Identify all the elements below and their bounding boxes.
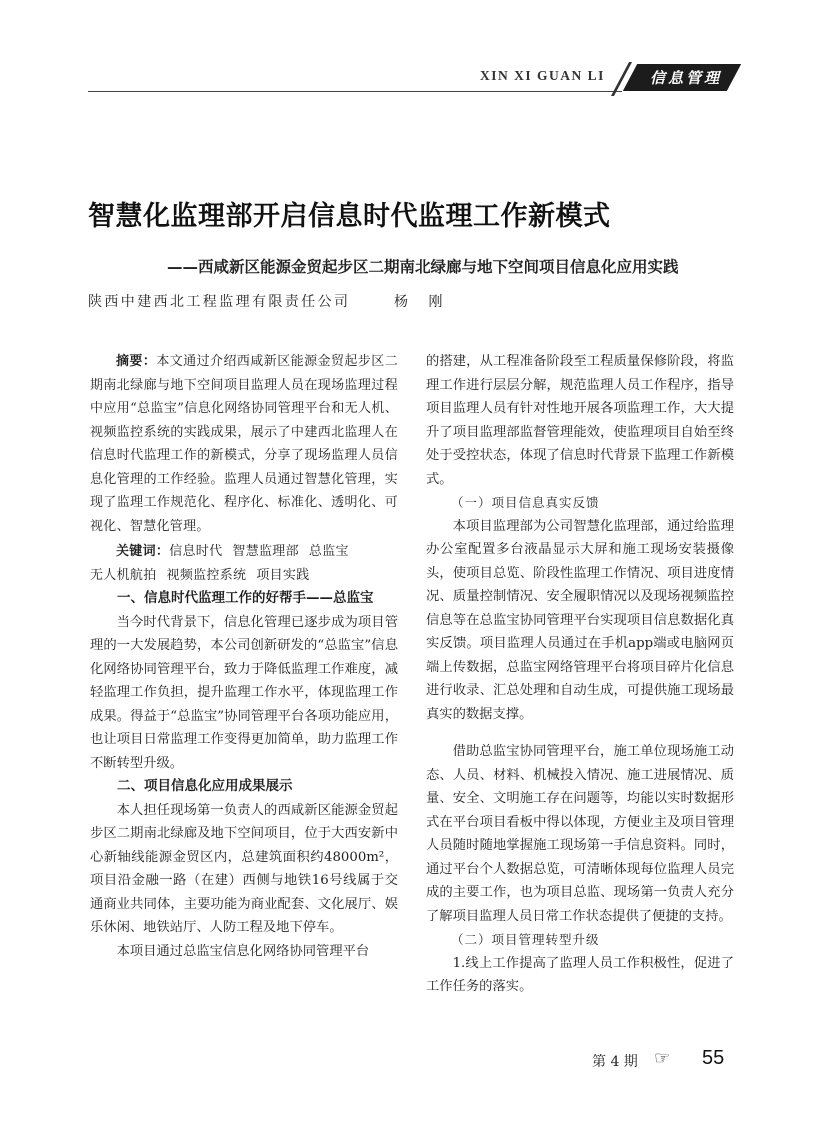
subsection-heading: （二）项目管理转型升级 xyxy=(451,932,600,947)
keywords xyxy=(90,540,398,587)
section-tab-label: 信息管理 xyxy=(649,69,722,87)
keyword: 项目实践 xyxy=(256,567,310,583)
article-subtitle: ——西咸新区能源金贸起步区二期南北绿廊与地下空间项目信息化应用实践 xyxy=(167,258,679,276)
paragraph: 的搭建，从工程准备阶段至工程质量保修阶段，将监理工作进行层层分解，规范监理人员工作程序，指导项目监理人员有针对性地开展各项监理工作，大大提升了项目监理部监督管理能效，使监理项目自始至终处于受控状态，体现了信息时代背景下监理工作新模式。 xyxy=(426,354,734,487)
left-column xyxy=(90,350,398,963)
paragraph: 本项目通过总监宝信息化网络协同管理平台 xyxy=(116,943,370,959)
section-heading: 二、项目信息化应用成果展示 xyxy=(117,778,293,794)
header-pinyin: XIN XI GUAN LI xyxy=(480,68,605,83)
abstract xyxy=(90,350,398,538)
keywords-label: 关键词： xyxy=(116,544,170,559)
pointing-hand-icon: ☞ xyxy=(654,1048,671,1069)
page-number: 55 xyxy=(702,1047,725,1069)
keyword: 视频监控系统 xyxy=(166,567,247,583)
author-organization: 陕西中建西北工程监理有限责任公司 xyxy=(88,294,351,310)
paragraph: 本人担任现场第一负责人的西咸新区能源金贸起步区二期南北绿廊及地下空间项目，位于大西安新中心新轴线能源金贸区内，总建筑面积约48000m²，项目沿金融一路（在建）西侧与地铁16号线属于交通商业共同体，主要功能为商业配套、文化展厅、娱乐休闲、地铁站厅、人防工程及地下停车。 xyxy=(90,802,398,935)
paragraph: 借助总监宝协同管理平台，施工单位现场施工动态、人员、材料、机械投入情况、施工进展情况、质量、安全、文明施工存在问题等，均能以实时数据形式在平台项目看板中得以体现，方便业主及项目管理人员随时随地掌握施工现场第一手信息资料。同时，通过平台个人数据总览，可清晰体现每位监理人员完成的主要工作，也为项目总监、现场第一负责人充分了解项目监理人员日常工作状态提供了便捷的支持。 xyxy=(426,744,734,924)
keyword: 总监宝 xyxy=(308,544,349,559)
issue-number: 第 4 期 xyxy=(592,1054,638,1070)
author-name: 杨 刚 xyxy=(394,294,451,310)
abstract-label: 摘要： xyxy=(116,354,157,369)
paragraph: 本项目监理部为公司智慧化监理部，通过给监理办公室配置多台液晶显示大屏和施工现场安装摄像头，使项目总览、阶段性监理工作情况、项目进度情况、质量控制情况、安全履职情况以及现场视频监控信息等在总监宝协同管理平台实现项目信息数据化真实反馈。项目监理人员通过在手机app端或电脑网页端上传数据，总监宝网络管理平台将项目碎片化信息进行收录、汇总处理和自动生成，可提供施工现场最真实的数据支撑。 xyxy=(426,518,734,722)
right-column xyxy=(426,350,734,999)
header-rule xyxy=(88,91,622,92)
abstract-text: 本文通过介绍西咸新区能源金贸起步区二期南北绿廊与地下空间项目监理人员在现场监理过程中应用“总监宝”信息化网络协同管理平台和无人机、视频监控系统的实践成果，展示了中建西北监理人在信息时代监理工作的新模式，分享了现场监理人员信息化管理的工作经验。监理人员通过智慧化管理，实现了监理工作规范化、程序化、标准化、透明化、可视化、智慧化管理。 xyxy=(90,354,398,534)
keyword: 智慧监理部 xyxy=(232,544,299,559)
paragraph: 当今时代背景下，信息化管理已逐步成为项目管理的一大发展趋势，本公司创新研发的“总监宝”信息化网络协同管理平台，致力于降低监理工作难度，减轻监理工作负担，提升监理工作水平，体现监理工作成果。得益于“总监宝”协同管理平台各项功能应用，也让项目日常监理工作变得更加简单，助力监理工作不断转型升级。 xyxy=(90,614,398,771)
paragraph: 1.线上工作提高了监理人员工作积极性，促进了工作任务的落实。 xyxy=(426,955,734,994)
article-title: 智慧化监理部开启信息时代监理工作新模式 xyxy=(88,201,611,232)
subsection-heading: （一）项目信息真实反馈 xyxy=(451,495,600,510)
keyword: 信息时代 xyxy=(169,544,223,559)
section-heading: 一、信息时代监理工作的好帮手——总监宝 xyxy=(117,590,374,606)
keyword: 无人机航拍 xyxy=(90,567,157,583)
